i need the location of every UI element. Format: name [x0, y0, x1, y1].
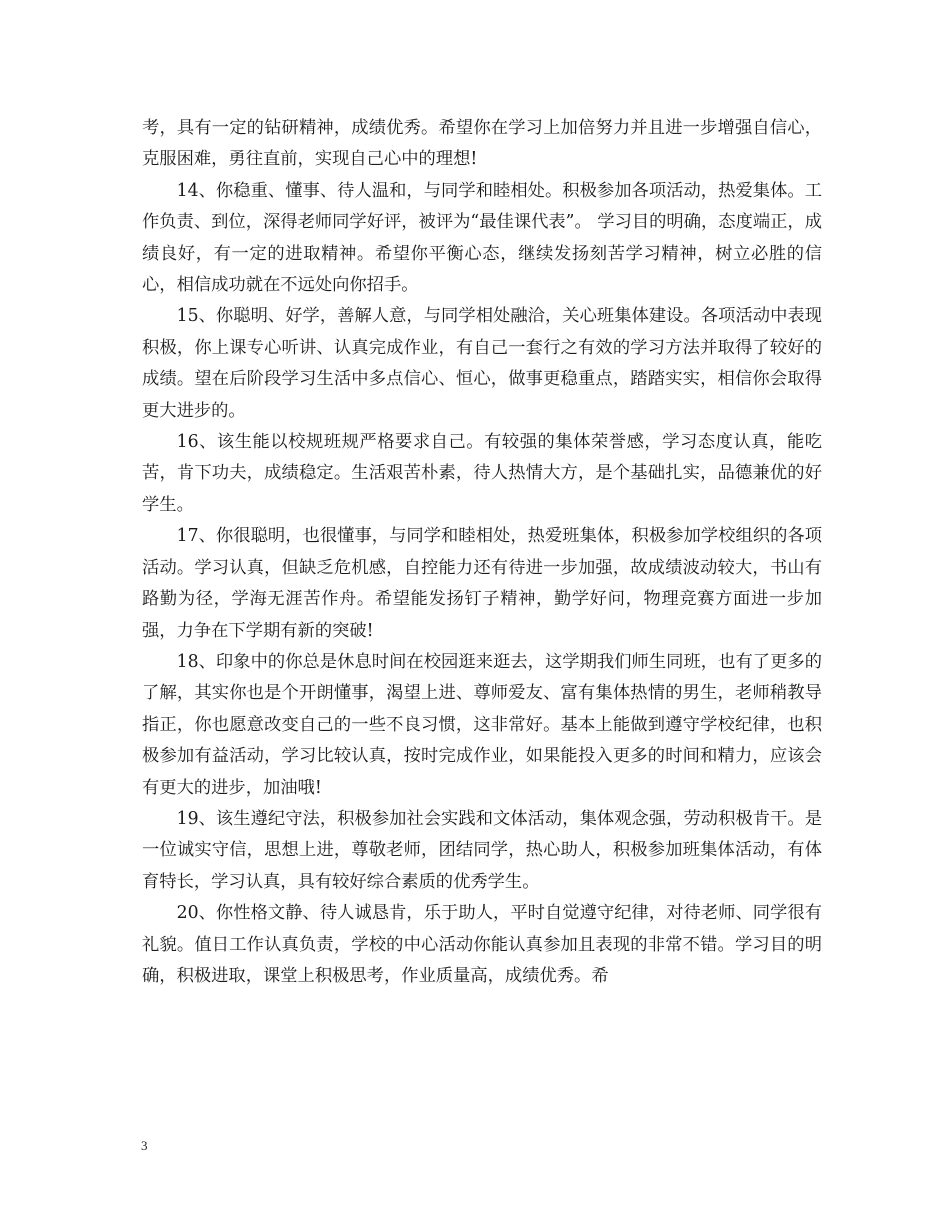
document-body: [142, 113, 822, 992]
paragraph-continuation: 考，具有一定的钻研精神，成绩优秀。希望你在学习上加倍努力并且进一步增强自信心，克服困难，勇往直前，实现自己心中的理想!: [142, 118, 822, 170]
paragraph-comment-18: 18、印象中的你总是休息时间在校园逛来逛去，这学期我们师生同班，也有了更多的了解，其实你也是个开朗懂事，渴望上进、尊师爱友、富有集体热情的男生，老师稍教导指正，你也愿意改变自己的一些不良习惯，这非常好。基本上能做到遵守学校纪律，也积极参加有益活动，学习比较认真，按时完成作业，如果能投入更多的时间和精力，应该会有更大的进步，加油哦!: [142, 651, 822, 798]
paragraph-comment-19: 19、该生遵纪守法，积极参加社会实践和文体活动，集体观念强，劳动积极肯干。是一位诚实守信，思想上进，尊敬老师，团结同学，热心助人，积极参加班集体活动，有体育特长，学习认真，具有较好综合素质的优秀学生。: [142, 808, 822, 892]
paragraph-comment-16: 16、该生能以校规班规严格要求自己。有较强的集体荣誉感，学习态度认真，能吃苦，肯下功夫，成绩稳定。生活艰苦朴素，待人热情大方，是个基础扎实，品德兼优的好学生。: [142, 432, 822, 515]
paragraph-comment-14: 14、你稳重、懂事、待人温和，与同学和睦相处。积极参加各项活动，热爱集体。工作负责、到位，深得老师同学好评，被评为“最佳课代表”。 学习目的明确，态度端正，成绩良好，有一定的进取精神。希望你平衡心态，继续发扬刻苦学习精神，树立必胜的信心，相信成功就在不远处向你招手。: [142, 180, 822, 296]
page-number: 3: [141, 1138, 148, 1153]
paragraph-comment-17: 17、你很聪明，也很懂事，与同学和睦相处，热爱班集体，积极参加学校组织的各项活动。学习认真，但缺乏危机感，自控能力还有待进一步加强，故成绩波动较大，书山有路勤为径，学海无涯苦作舟。希望能发扬钉子精神，勤学好问，物理竞赛方面进一步加强，力争在下学期有新的突破!: [142, 526, 822, 641]
paragraph-comment-20: 20、你性格文静、待人诚恳肯，乐于助人，平时自觉遵守纪律，对待老师、同学很有礼貌。值日工作认真负责，学校的中心活动你能认真参加且表现的非常不错。学习目的明确，积极进取，课堂上积极思考，作业质量高，成绩优秀。希: [142, 903, 822, 986]
paragraph-comment-15: 15、你聪明、好学，善解人意，与同学相处融洽，关心班集体建设。各项活动中表现积极，你上课专心听讲、认真完成作业，有自己一套行之有效的学习方法并取得了较好的成绩。望在后阶段学习生活中多点信心、恒心，做事更稳重点，踏踏实实，相信你会取得更大进步的。: [142, 306, 822, 421]
